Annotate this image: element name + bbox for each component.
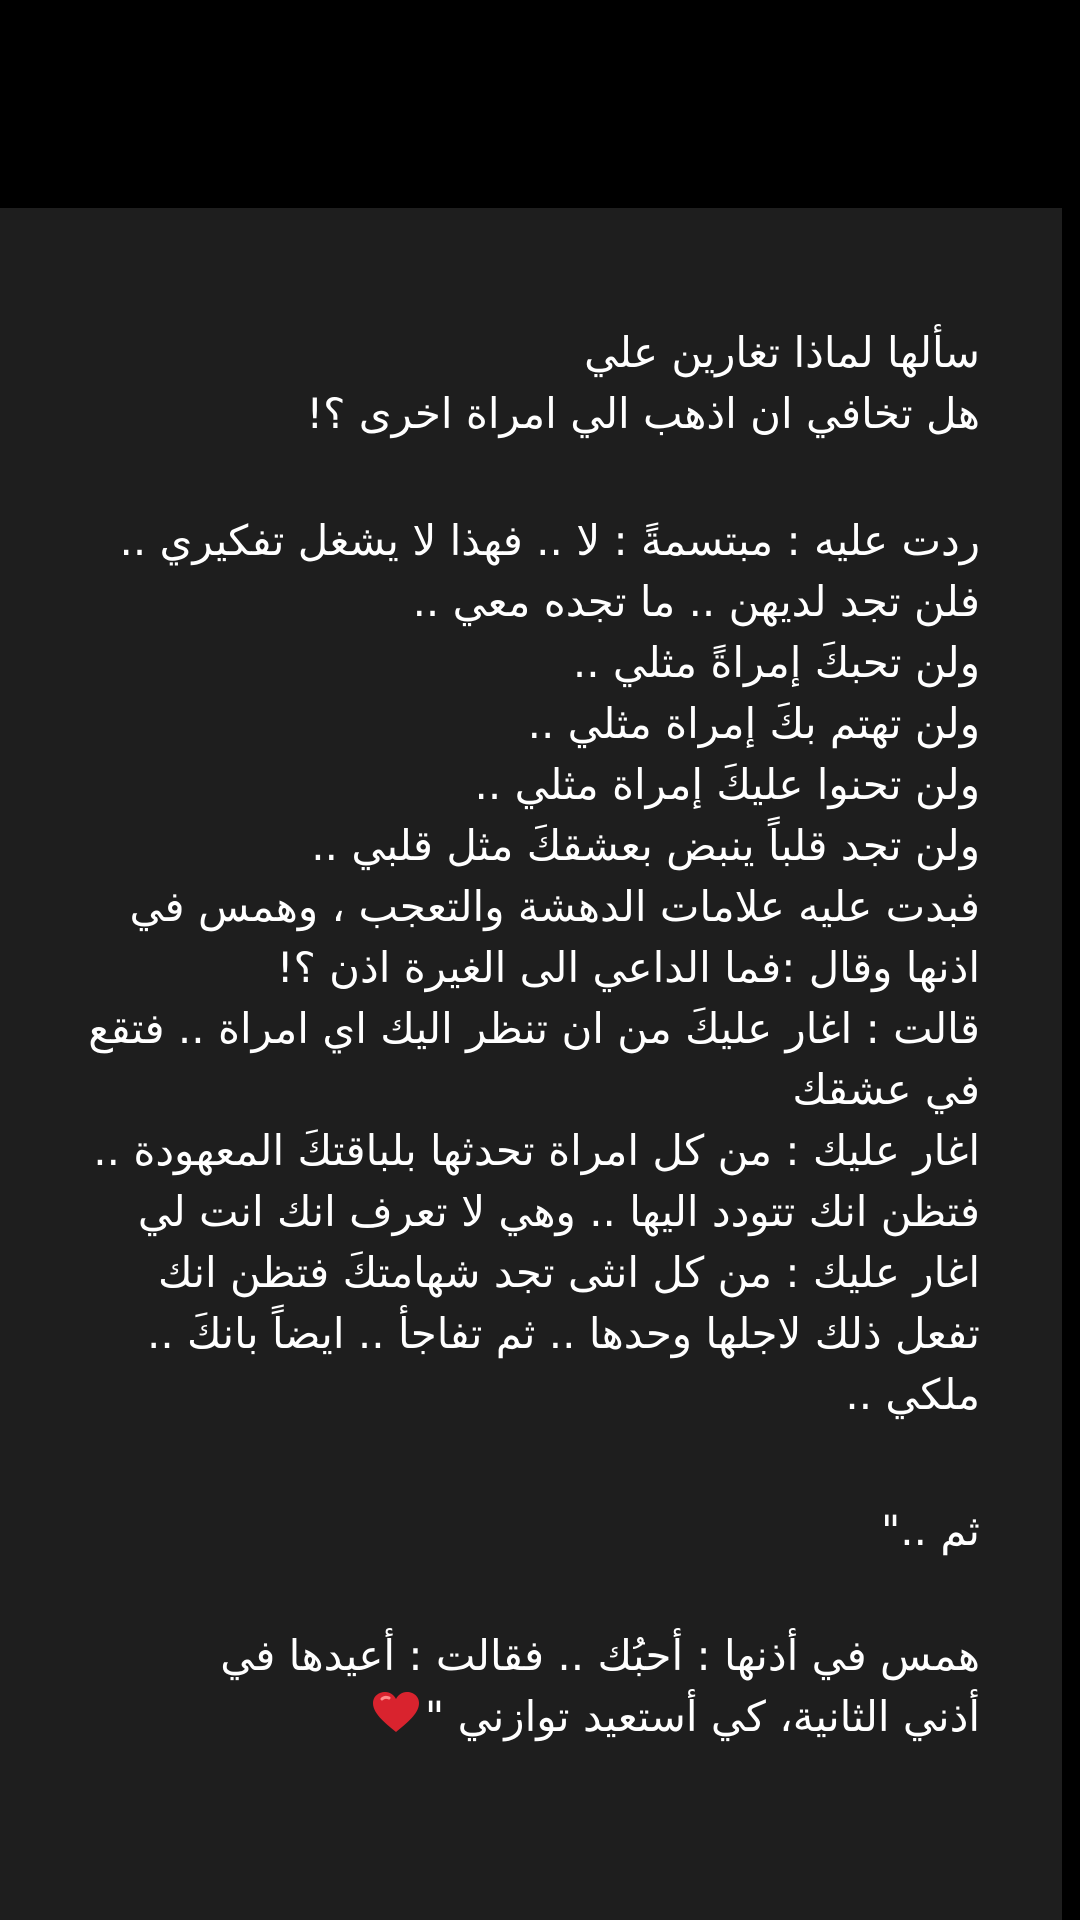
text-line: سألها لماذا تغارين علي [584, 328, 980, 377]
text-line: همس في أذنها : أحبُك .. فقالت : أعيدها في [220, 1631, 980, 1680]
text-line: أذني الثانية، كي أستعيد توازني " [424, 1692, 980, 1741]
then-paragraph [70, 1500, 980, 1561]
text-line: فتظن انك تتودد اليها .. وهي لا تعرف انك انت لي [137, 1187, 980, 1236]
text-line: ولن تحنوا عليكَ إمراة مثلي .. [474, 760, 980, 809]
text-line: ثم .." [880, 1506, 980, 1555]
question-paragraph [70, 322, 980, 444]
text-line: في عشقك [792, 1065, 980, 1114]
ending-last-line [70, 1686, 980, 1750]
text-line: اغار عليك : من كل امراة تحدثها بلباقتكَ المعهودة .. [93, 1126, 980, 1175]
text-line: تفعل ذلك لاجلها وحدها .. ثم تفاجأ .. ايضاً بانكَ .. [146, 1309, 980, 1358]
text-line: ولن تجد قلباً ينبض بعشقكَ مثل قلبي .. [311, 821, 980, 870]
ending-paragraph [70, 1625, 980, 1750]
text-line: قالت : اغار عليكَ من ان تنظر اليك اي امراة .. فتقع [88, 1004, 980, 1053]
text-line: ولن تحبكَ إمراةً مثلي .. [572, 638, 980, 687]
text-line: ردت عليه : مبتسمةً : لا .. فهذا لا يشغل تفكيري .. [119, 516, 980, 565]
text-line: ملكي .. [845, 1370, 980, 1419]
text-line: اغار عليك : من كل انثى تجد شهامتكَ فتظن انك [157, 1248, 980, 1297]
text-line: ولن تهتم بكَ إمراة مثلي .. [527, 699, 980, 748]
heart-icon [371, 1689, 421, 1750]
text-line: اذنها وقال :فما الداعي الى الغيرة اذن ؟! [276, 943, 980, 992]
reply-paragraph [70, 510, 980, 1425]
text-line: فبدت عليه علامات الدهشة والتعجب ، وهمس في [129, 882, 980, 931]
text-line: هل تخافي ان اذهب الي امراة اخرى ؟! [306, 389, 980, 438]
text-line: فلن تجد لديهن .. ما تجده معي .. [412, 577, 980, 626]
